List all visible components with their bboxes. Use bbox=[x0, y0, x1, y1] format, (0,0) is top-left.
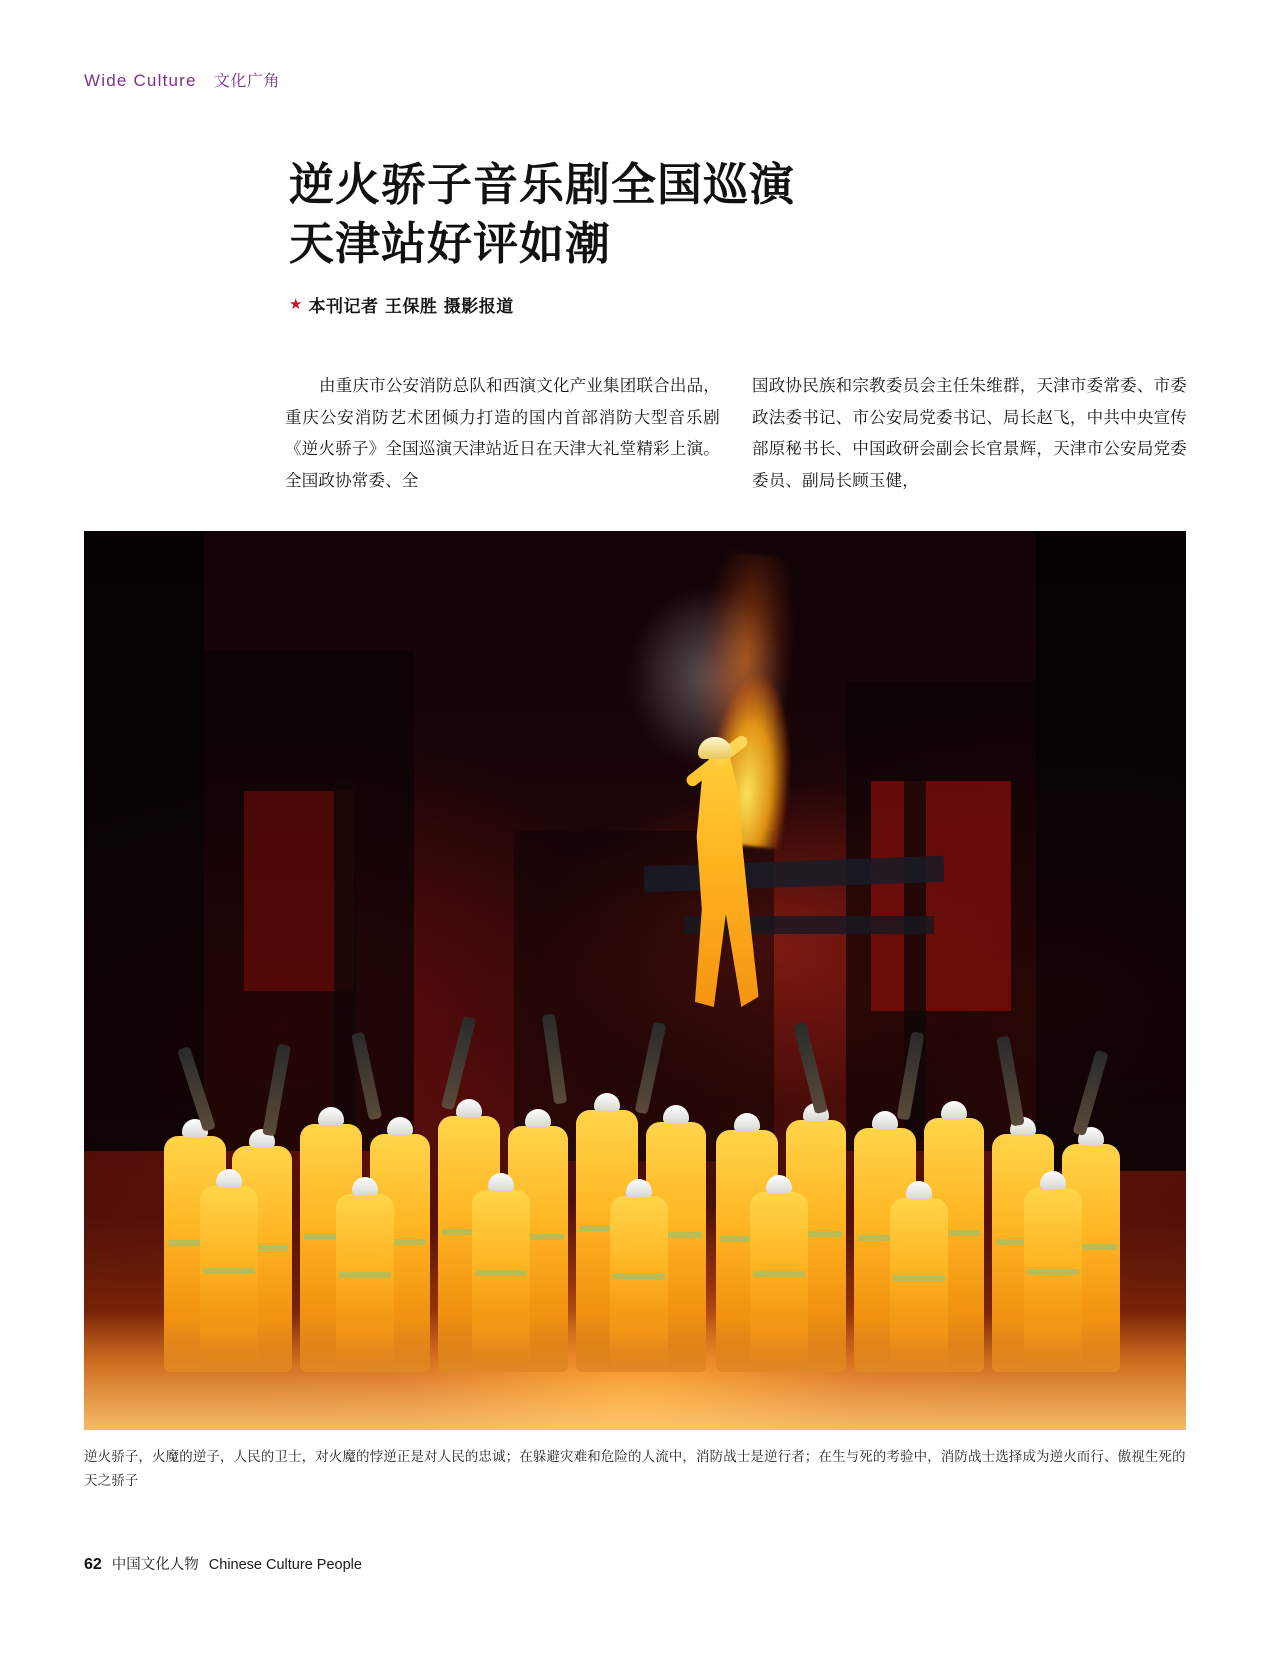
body-column-left bbox=[285, 370, 720, 497]
fire-nozzle-prop bbox=[1072, 1050, 1108, 1136]
fire-nozzle-prop bbox=[793, 1022, 828, 1114]
fire-nozzle-prop bbox=[542, 1014, 567, 1105]
fire-nozzle-prop bbox=[351, 1032, 382, 1121]
photo-caption: 逆火骄子，火魔的逆子，人民的卫士，对火魔的悖逆正是对人民的忠诚；在躲避灾难和危险的人流中，消防战士是逆行者；在生与死的考验中，消防战士选择成为逆火而行、傲视生死的天之骄子 bbox=[84, 1449, 1186, 1489]
body-paragraph bbox=[285, 370, 720, 497]
running-head-english: Wide Culture bbox=[84, 71, 197, 90]
fire-nozzle-prop bbox=[896, 1032, 924, 1121]
body-text: 国政协民族和宗教委员会主任朱维群，天津市委常委、市委政法委书记、市公安局党委书记、局长赵飞，中共中央宣传部原秘书长、中国政研会副会长官景辉，天津市公安局党委委员、副局长顾玉健， bbox=[752, 376, 1187, 491]
running-head bbox=[84, 68, 280, 91]
page-number: 62 bbox=[84, 1556, 102, 1573]
publication-name-chinese: 中国文化人物 bbox=[111, 1557, 199, 1573]
page-title bbox=[289, 155, 1169, 274]
stage-floor-glow bbox=[84, 1310, 1186, 1430]
body-column-right bbox=[752, 370, 1187, 497]
byline: 本刊记者 王保胜 摄影报道 bbox=[308, 296, 514, 317]
body-text: 由重庆市公安消防总队和西演文化产业集团联合出品，重庆公安消防艺术团倾力打造的国内首部消防大型音乐剧《逆火骄子》全国巡演天津站近日在天津大礼堂精彩上演。全国政协常委、全 bbox=[285, 376, 720, 491]
fire-nozzle-prop bbox=[635, 1022, 667, 1115]
publication-name-english: Chinese Culture People bbox=[208, 1557, 362, 1573]
byline-row bbox=[289, 292, 1169, 317]
headline-line-2: 天津站好评如潮 bbox=[289, 217, 612, 271]
body-paragraph bbox=[752, 370, 1187, 497]
page-footer bbox=[84, 1553, 362, 1574]
star-icon: ★ bbox=[289, 295, 303, 313]
running-head-chinese: 文化广角 bbox=[213, 71, 280, 90]
photo-background bbox=[84, 531, 1186, 1430]
stage-photograph bbox=[84, 531, 1186, 1430]
article-body bbox=[285, 370, 1188, 497]
fire-nozzle-prop bbox=[996, 1036, 1024, 1127]
fire-nozzle-prop bbox=[262, 1044, 291, 1137]
title-block bbox=[289, 155, 1169, 317]
fire-nozzle-prop bbox=[441, 1016, 476, 1110]
headline-line-1: 逆火骄子音乐剧全国巡演 bbox=[289, 158, 796, 211]
